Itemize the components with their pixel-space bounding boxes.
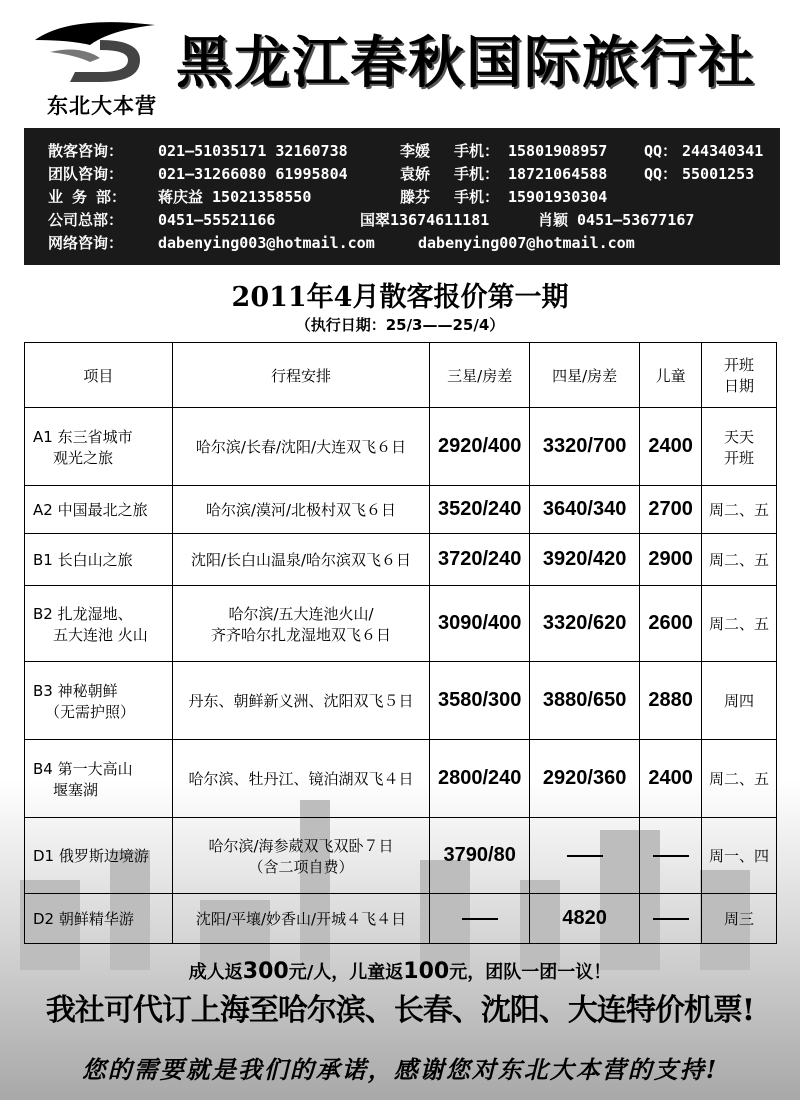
- promo-slogan: 您的需要就是我们的承诺，感谢您对东北大本营的支持!: [81, 1055, 719, 1084]
- table-row: A2 中国最北之旅 哈尔滨/漠河/北极村双飞６日 3520/240 3640/340 2700 周二、五: [25, 486, 777, 534]
- table-row: D1 俄罗斯边境游 哈尔滨/海参葳双飞双卧７日 （含二项自费） 3790/80 周一、四: [25, 818, 777, 894]
- contact-box: 散客咨询： 021—51035171 32160738 李媛 手机： 15801908957 QQ： 244340341 团队咨询： 021—31266080 61995804 袁娇 手机： 18721064588 QQ： 55001253 业 务 部： 蒋庆益 15021358550 滕芬 手机： 15901930304 公司总部： 0451—55521166 国翠13674611181 肖颖 0451—53677167 网络咨询： dabenying003@hotmail.com dabenying007@hotmail.com: [24, 128, 780, 265]
- promo-refund: 成人返300元/人，儿童返100元，团队一团一议！: [188, 959, 612, 984]
- dash-icon: [653, 918, 689, 920]
- table-row: D2 朝鲜精华游 沈阳/平壤/妙香山/开城４飞４日 4820 周三: [25, 894, 777, 944]
- bird-logo-icon: [30, 10, 160, 85]
- table-header: 项目 行程安排 三星/房差 四星/房差 儿童 开班 日期: [25, 343, 777, 408]
- dash-icon: [567, 855, 603, 857]
- table-row: B1 长白山之旅 沈阳/长白山温泉/哈尔滨双飞６日 3720/240 3920/420 2900 周二、五: [25, 534, 777, 586]
- dash-icon: [653, 855, 689, 857]
- promo-tickets: 我社可代订上海至哈尔滨、长春、沈阳、大连特价机票!: [45, 993, 755, 1028]
- table-row: B4 第一大高山 堰塞湖 哈尔滨、牡丹江、镜泊湖双飞４日 2800/240 2920/360 2400 周二、五: [25, 740, 777, 818]
- logo-text: 东北大本营: [47, 94, 157, 118]
- logo: [22, 10, 162, 118]
- company-name: 黑龙江春秋国际旅行社: [176, 30, 756, 96]
- execution-date: （执行日期：25/3——25/4）: [295, 316, 505, 334]
- dash-icon: [462, 918, 498, 920]
- header: [0, 0, 800, 125]
- table-row: B2 扎龙湿地、 五大连池 火山 哈尔滨/五大连池火山/ 齐齐哈尔扎龙湿地双飞６日 3090/400 3320/620 2600 周二、五: [25, 586, 777, 662]
- page-title: 2011年4月散客报价第一期: [231, 282, 569, 313]
- price-table: [24, 342, 777, 944]
- table-row: B3 神秘朝鲜 （无需护照） 丹东、朝鲜新义洲、沈阳双飞５日 3580/300 3880/650 2880 周四: [25, 662, 777, 740]
- table-row: A1 东三省城市 观光之旅 哈尔滨/长春/沈阳/大连双飞６日 2920/400 3320/700 2400 天天 开班: [25, 408, 777, 486]
